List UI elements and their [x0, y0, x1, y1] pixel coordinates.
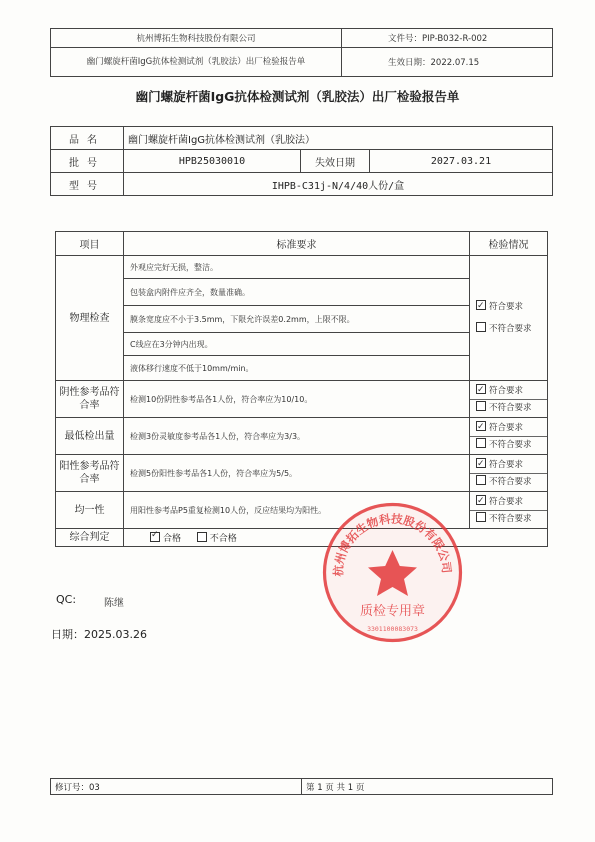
result-lod	[470, 418, 548, 455]
product-name-value: 幽门螺旋杆菌IgG抗体检测试剂（乳胶法）	[124, 127, 553, 150]
file-number: 文件号：PIP-B032-R-002	[342, 29, 553, 48]
fail-label: 不符合要求	[489, 513, 532, 524]
inspection-table	[55, 231, 548, 547]
item-positive: 阳性参考品符合率	[56, 455, 124, 492]
revision-number: 修订号：03	[51, 779, 302, 795]
fail-label: 不符合要求	[489, 324, 532, 334]
lot-number-value: HPB25030010	[124, 150, 301, 173]
product-name-label: 品名	[51, 127, 124, 150]
stamp-label: 质检专用章	[359, 604, 426, 619]
item-physical: 物理检查	[56, 256, 124, 381]
company-name: 杭州博拓生物科技股份有限公司	[51, 29, 342, 48]
footer-table	[50, 778, 553, 795]
result-physical	[470, 256, 548, 381]
fail-checkbox[interactable]	[476, 512, 486, 522]
pass-label: 符合要求	[489, 385, 524, 396]
result-negative	[470, 381, 548, 418]
pass-checkbox[interactable]	[476, 300, 486, 310]
item-summary: 综合判定	[56, 529, 124, 547]
expiry-date-value: 2027.03.21	[370, 150, 553, 173]
lot-number-label: 批号	[51, 150, 124, 173]
pass-label: 符合要求	[489, 496, 524, 507]
standard-physical-4: C线应在3分钟内出现。	[124, 333, 470, 356]
pass-checkbox[interactable]	[476, 495, 486, 505]
pass-label: 符合要求	[489, 459, 524, 470]
standard-physical-1: 外观应完好无损，整洁。	[124, 256, 470, 279]
item-negative: 阴性参考品符合率	[56, 381, 124, 418]
fail-checkbox[interactable]	[476, 475, 486, 485]
qc-label: QC:	[56, 593, 77, 606]
pass-label: 符合要求	[489, 302, 524, 312]
model-label: 型号	[51, 173, 124, 196]
qualified-checkbox[interactable]	[150, 532, 160, 542]
standard-lod: 检测3份灵敏度参考品各1人份，符合率应为3/3。	[124, 418, 470, 455]
effective-date: 生效日期：2022.07.15	[342, 48, 553, 77]
page-title: 幽门螺旋杆菌IgG抗体检测试剂（乳胶法）出厂检验报告单	[135, 89, 460, 104]
pass-checkbox[interactable]	[476, 384, 486, 394]
stamp-company-arc: 杭州博拓生物科技股份有限公司	[331, 511, 454, 577]
col-result-header: 检验情况	[470, 232, 548, 256]
stamp-number: 3301100083073	[367, 625, 418, 633]
result-positive	[470, 455, 548, 492]
doc-name: 幽门螺旋杆菌IgG抗体检测试剂（乳胶法）出厂检验报告单	[51, 48, 342, 77]
doc-header-table	[50, 28, 553, 77]
quality-inspection-stamp	[320, 500, 465, 645]
standard-physical-3: 膜条宽度应不小于3.5mm，下限允许误差0.2mm，上限不限。	[124, 306, 470, 333]
standard-physical-5: 液体移行速度不低于10mm/min。	[124, 356, 470, 381]
pass-label: 符合要求	[489, 422, 524, 433]
fail-label: 不符合要求	[489, 476, 532, 487]
col-item-header: 项目	[56, 232, 124, 256]
unqualified-checkbox[interactable]	[197, 532, 207, 542]
standard-physical-2: 包装盒内附件应齐全，数量准确。	[124, 279, 470, 306]
expiry-date-label: 失效日期	[301, 150, 370, 173]
qualified-label: 合格	[163, 534, 182, 544]
page-number: 第 1 页 共 1 页	[302, 779, 553, 795]
standard-positive: 检测5份阳性参考品各1人份，符合率应为5/5。	[124, 455, 470, 492]
fail-label: 不符合要求	[489, 402, 532, 413]
pass-checkbox[interactable]	[476, 458, 486, 468]
result-uniformity	[470, 492, 548, 529]
fail-checkbox[interactable]	[476, 438, 486, 448]
item-uniformity: 均一性	[56, 492, 124, 529]
fail-checkbox[interactable]	[476, 322, 486, 332]
col-standard-header: 标准要求	[124, 232, 470, 256]
report-date: 日期：2025.03.26	[51, 628, 147, 641]
fail-label: 不符合要求	[489, 439, 532, 450]
model-value: IHPB-C31j-N/4/40人份/盒	[124, 173, 553, 196]
standard-negative: 检测10份阴性参考品各1人份，符合率应为10/10。	[124, 381, 470, 418]
pass-checkbox[interactable]	[476, 421, 486, 431]
standard-uniformity: 用阳性参考品P5重复检测10人份，反应结果均为阳性。	[124, 492, 470, 529]
fail-checkbox[interactable]	[476, 401, 486, 411]
qc-signature: 陈继	[104, 598, 124, 609]
item-lod: 最低检出量	[56, 418, 124, 455]
unqualified-label: 不合格	[209, 534, 237, 544]
product-info-table	[50, 126, 553, 196]
